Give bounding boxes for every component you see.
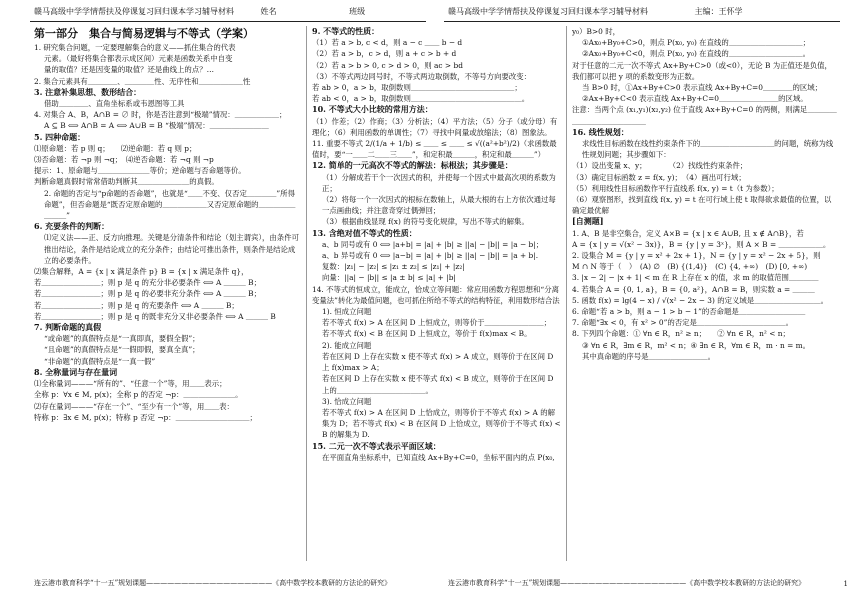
col3-line: 当 B>0 时，①Ax+By+C>0 表示直线 Ax+By+C=0＿＿＿＿的区域； [582,83,823,93]
col3-line: （1）设出变量 x、y； （2）找线性约束条件； [572,161,748,171]
col3-line: 对于任意的二元一次不等式 Ax+By+C>0（或<0），无论 B 为正值还是负值，我们都可以把 y 项的系数变形为正数。 [572,60,832,81]
col3-line: 8. 下列四个命题：① ∀n ∈ R，n² ≥ n； ② ∀n ∈ R，n² < n； [572,329,790,339]
col1-line: “且命题”的真假特点是“一假即假，要真全真”； [44,345,200,355]
col1-line: ⑵集合解释，A = {x | x 满足条件 p} B = {x | x 满足条件 q}， [34,267,249,277]
col1-line: “非命题”的真假特点是“一真一假” [44,356,156,366]
header-school-left: 赣马高级中学学情帮扶及停课复习回归课本学习辅导材料 [34,7,234,16]
header-class-label: 班级 [349,7,366,16]
col2-line: 12. 简单的一元高次不等式的解法：标根法；其步骤是： [312,160,513,171]
col2-line: 14. 不等式的恒成立，能成立，恰成立等问题：常应用函数方程思想和“分离变量法”转化为最值问题，也可抓住所给不等式的结构特征，利用数形结合法 [312,284,560,305]
col1-line: 特称 p：∃x ∈ M, p(x)；特称 p 否定 ¬p：＿＿＿＿＿＿＿＿＿＿； [34,412,257,422]
column-divider-right [566,26,567,561]
col1-line: ⑴定义法——正、反方向推理。关键是分清条件和结论（划主谓宾），由条件可推出结论，条件是结论成立的充分条件；由结论可推出条件，则条件是结论成立的必要条件。 [44,233,299,265]
col1-line: 元素。（最好将集合都表示成区间）元素是函数关系中自变 [44,54,233,64]
col2-line: 若 ab > 0，a > b，取倒数则＿＿＿＿＿＿＿＿＿＿＿＿＿＿； [312,83,522,93]
col2-line: 若 ab < 0，a > b，取倒数则＿＿＿＿＿＿＿＿＿＿＿＿＿＿＿。 [312,94,530,104]
col2-line: 3). 恰成立问题 [322,396,372,406]
col1-line: 3. 注意补集思想、数形结合： [34,86,142,97]
col1-line: 2. 命题的否定与“p命题的否命题”，也就是“＿＿不变、仅否定＿＿＿＿”所得命题”，但否命题是“既否定原命题的＿＿＿＿＿＿又否定原命题的＿＿＿＿＿＿＿＿” [44,188,296,221]
col1-line: 判断命题真假时常常借助判断其＿＿＿＿＿＿＿的真假。 [34,177,219,187]
col1-line: 借助＿＿＿＿、直角坐标系或韦恩图等工具 [44,99,185,109]
col2-line: 在平面直角坐标系中，已知直线 Ax+By+C=0，坐标平面内的点 P(x₀, [322,452,555,462]
col2-line: （3）不等式两边同号时，不等式两边取倒数，不等号方向要改变： [312,71,532,81]
page-number: 1 [843,580,848,588]
col2-line: a、b 同号或有 0 ⟺ |a+b| = |a| + |b| ≥ ||a| − |b|| = |a − b|； [322,239,544,249]
column-right [572,26,838,560]
col2-line: （3）根据曲线显现 f(x) 的符号变化规律，写出不等式的解集。 [322,217,529,227]
col2-line: 15. 二元一次不等式表示平面区域： [312,440,441,451]
col1-line: 第一部分 集合与简易逻辑与不等式（学案） [34,27,254,40]
col2-line: 若不等式 f(x) < B 在区间 D 上恒成立，等价于 f(x)max < B。 [322,329,532,339]
col3-line: 3. |x − 2| − |x + 1| < m 在 R 上存在 x 的值，求 m 的取值范围＿＿＿＿ [572,273,819,283]
col3-line: 6. 命题“若 a > b，则 a − 1 > b − 1”的否命题是＿＿＿＿＿＿＿＿＿ [572,307,806,317]
column-middle [312,26,562,560]
col2-line: （2）若 a > b，c > d，则 a + c > b + d [312,49,457,59]
col3-line: （3）确定目标函数 z = f(x, y)； （4）画出可行域； [572,172,746,182]
col2-line: 1). 恒成立问题 [322,307,372,317]
col1-line: 6. 充要条件的判断： [34,221,110,232]
col1-line: 若＿＿＿＿＿＿＿＿；则 p 是 q 的充要条件 ⟺ A ＿＿＿ B； [34,300,239,310]
col3-line: 求线性目标函数在线性约束条件下的＿＿＿＿＿＿＿＿＿＿的问题，统称为线性规划问题；其步骤如下： [582,139,834,160]
col2-line: （2）若 a > b > 0, c > d > 0，则 ac > bd [312,60,463,70]
col1-line: 5. 四种命题： [34,131,86,142]
header-right [448,5,743,19]
col3-line: 注意：当两个点 (x₁,y₁)(x₂,y₂) 位于直线 Ax+By+C=0 的两侧，则满足＿＿＿＿＿＿＿＿＿＿＿＿＿＿ [572,105,837,126]
col3-line: 其中真命题的序号是＿＿＿＿＿＿＿＿。 [582,351,716,361]
col1-line: ⑴原命题：若 p 则 q； ⑵逆命题：若 q 则 p； [34,143,197,153]
col2-line: a、b 异号或有 0 ⟺ |a−b| = |a| + |b| ≥ ||a| − |b|| = |a + b|. [322,251,539,261]
col3-line: （5）利用线性目标函数作平行直线系 f(x, y) = t（t 为参数）； [572,183,779,193]
col1-line: 若＿＿＿＿＿＿＿＿；则 p 是 q 的充分非必要条件 ⟺ A ＿＿＿ B； [34,278,261,288]
col3-line: 5. 函数 f(x) = lg(4 − x) / √(x² − 2x − 3) 的定义域是＿＿＿＿＿＿＿＿＿。 [572,295,829,305]
col3-line: 7. 命题“∃x < 0，有 x² > 0”的否定是＿＿＿＿＿＿＿＿＿＿＿＿。 [572,318,794,328]
col1-line: 若＿＿＿＿＿＿＿＿；则 p 是 q 的必要非充分条件 ⟺ A ＿＿＿ B； [34,289,261,299]
col2-line: 11. 重要不等式 2/(1/a + 1/b) ≤ ＿＿ ≤ ＿＿ ≤ √((a²+b²)/2)（求函数最值时，要“一＿＿二＿＿三＿＿”，和定积最＿＿＿，积定和最＿＿＿”） [312,139,557,160]
col2-line: 10. 不等式大小比较的常用方法： [312,104,433,115]
col2-line: （1）分解成若干个一次因式的积，并使每一个因式中最高次项的系数为正； [322,172,556,193]
col2-line: 13. 含绝对值不等式的性质： [312,227,417,238]
col2-line: 9. 不等式的性质： [312,26,380,36]
header-rule-left [30,21,426,22]
col3-line: （6）观察图形，找到直线 f(x, y) = t 在可行域上使 t 取得欲求最值的位置，以确定最优解 [572,195,832,216]
col3-line: [自测题] [572,216,604,227]
col1-line: 1. 研究集合问题，一定要理解集合的意义——抓住集合的代表 [34,43,236,52]
col3-line: M ∩ N 等于（ ） (A) ∅ (B) {(1,4)} (C) {4, +∞) (D) [0, +∞) [572,262,808,272]
col3-line: 1. A、B 是非空集合，定义 A×B = {x | x ∈ A∪B, 且 x ∉ A∩B}，若 [572,228,804,238]
col1-line: ⑵存在量词———“存在一个”、“至少有一个”等，用＿＿表： [34,401,234,411]
col2-line: 复数：|z₁| − |z₂| ≤ |z₁ ± z₂| ≤ |z₁| + |z₂| [322,262,465,272]
col1-line: 4. 对集合 A、B，A∩B = ∅ 时，你是否注意到“极端”情况：＿＿＿＿＿＿； [34,110,287,120]
col1-line: 提示：1、原命题与＿＿＿＿＿＿＿等价；逆命题与否命题等价。 [34,166,246,176]
col3-line: 4. 若集合 A = {0, 1, a}，B = {0, a²}，A∩B = B，则实数 a = ＿＿＿ [572,284,815,294]
col2-line: 若不等式 f(x) > A 在区间 D 上恒成立，则等价于＿＿＿＿＿＿＿＿； [322,318,551,328]
col2-line: （1）若 a > b, c < d，则 a − c ＿＿ b − d [312,38,463,48]
col1-line: 8. 全称量词与存在量词 [34,366,118,377]
col1-line: ⑶否命题：若 ¬p 则 ¬q； ⑷逆否命题：若 ¬q 则 ¬p [34,155,214,165]
col3-line: 16. 线性规划： [572,126,629,137]
column-divider-left [306,26,307,561]
col3-line: ②Ax₀+By₀+C<0，则点 P(x₀, y₀) 在直线的＿＿＿＿＿＿＿＿＿＿。 [582,49,811,59]
col3-line: 2. 设集合 M = {y | y = x² + 2x + 1}，N = {y | y = x² − 2x + 5}，则 [572,251,821,261]
col1-line: 2. 集合元素具有＿＿＿＿、＿＿＿＿性、无序性和＿＿＿＿＿＿性 [34,76,251,86]
col3-line: ②Ax+By+C<0 表示直线 Ax+By+C=0＿＿＿＿＿＿＿＿的区域。 [582,94,808,104]
header-left [34,5,365,19]
col2-line: 向量：||a| − |b|| ≤ |a ± b| ≤ |a| + |b| [322,273,456,283]
col1-line: ⑴全称量词———“所有的”、“任意一个”等，用＿＿表示； [34,379,227,389]
col3-line: y₀）B>0 时， [572,27,620,36]
header-name-label: 姓名 [260,7,277,16]
col2-line: 若在区间 D 上存在实数 x 使不等式 f(x) > A 成立，则等价于在区间 D 上 f(x)max > A； [322,351,554,373]
footer-right: 连云港市教育科学“十一五”规划课题——————————————————《高中数学校本教研的方法论的研究》 [448,579,806,587]
col1-line: 量的取值？还是因变量的取值？还是曲线上的点？… [44,65,214,75]
col2-line: 若不等式 f(x) > A 在区间 D 上恰成立，则等价于不等式 f(x) > A 的解集为 D；若不等式 f(x) < B 在区间 D 上恰成立，则等价于不等式 f(x) < B 的解集为 D. [322,407,561,440]
header-rule-right [444,21,840,22]
col3-line: ①Ax₀+By₀+C>0，则点 P(x₀, y₀) 在直线的＿＿＿＿＿＿＿＿＿＿； [582,38,811,48]
header-school-right: 赣马高级中学学情帮扶及停课复习回归课本学习辅导材料 [448,7,648,16]
col2-line: （2）将每一个一次因式的根标在数轴上，从最大根的右上方依次通过每一点画曲线；并注意奇穿过偶弹回； [322,195,556,216]
column-left [34,26,302,560]
col3-line: ③ ∀n ∈ R，∃m ∈ R，m² < n；④ ∃n ∈ R，∀m ∈ R，m · n = m。 [582,340,811,350]
col2-line: 若在区间 D 上存在实数 x 使不等式 f(x) < B 成立，则等价于在区间 D 上的＿＿＿＿＿＿＿＿＿＿＿＿。 [322,374,554,395]
col1-line: 7. 判断命题的真假 [34,322,102,333]
col1-line: A ⊆ B ⟺ A∩B = A ⟺ A∪B = B “极端”情况：＿＿＿＿＿＿＿＿ [44,121,269,131]
col2-line: （1）作差；（2）作商；（3）分析法；（4）平方法；（5）分子（或分母）有理化；（6）利用函数的单调性；（7）寻找中间量或放缩法；（8）图象法。 [312,116,558,137]
header-editor: 主编：王怀学 [694,7,743,16]
col2-line: 2). 能成立问题 [322,340,372,350]
col1-line: 若＿＿＿＿＿＿＿＿；则 p 是 q 的既非充分又非必要条件 ⟺ A ＿＿＿ B [34,311,276,321]
footer-left: 连云港市教育科学“十一五”规划课题——————————————————《高中数学校本教研的方法论的研究》 [34,579,392,587]
col1-line: “或命题”的真假特点是“一真即真，要假全假”； [44,334,200,344]
col1-line: 全称 p：∀x ∈ M, p(x)；全称 p 的否定 ¬p：＿＿＿＿＿＿＿。 [34,390,243,400]
col3-line: A = {x | y = √(x² − 3x)}，B = {y | y = 3ˣ}，则 A × B = ＿＿＿＿＿＿。 [572,239,831,249]
